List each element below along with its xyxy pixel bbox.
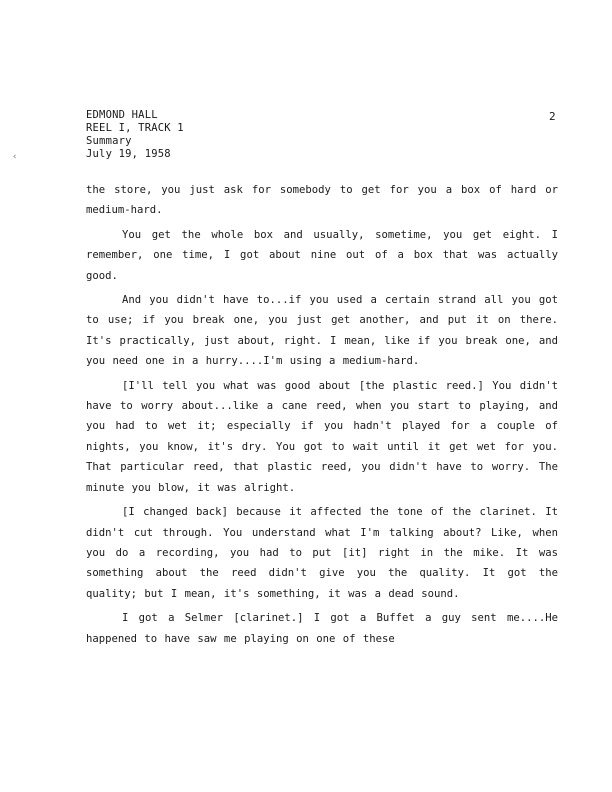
document-type: Summary [86,135,132,147]
interviewee-name: EDMOND HALL [86,109,158,121]
document-body [86,180,558,653]
paragraph: the store, you just ask for somebody to get for you a box of hard or medium-hard. [86,184,558,217]
paragraph: I got a Selmer [clarinet.] I got a Buffet a guy sent me....He happened to have saw me playing on one of these [86,612,558,645]
paragraph: You get the whole box and usually, sometime, you get eight. I remember, one time, I got about nine out of a box that was actually good. [86,228,558,282]
paragraph: [I changed back] because it affected the tone of the clarinet. It didn't cut through. You understand what I'm talking about? Like, when you do a recording, you had to put [it] right in the mike. It was something about the reed didn't give you the quality. It got the quality; but I mean, it's something, it was a dead sound. [86,506,558,600]
paragraph: [I'll tell you what was good about [the plastic reed.] You didn't have to worry about...like a cane reed, when you start to playing, and you had to wet it; especially if you hadn't played for a couple of nights, you know, it's dry. You got to wait until it get wet for you. That particular reed, that plastic reed, you didn't have to worry. The minute you blow, it was alright. [86,379,558,494]
document-header [86,109,184,161]
interview-date: July 19, 1958 [86,148,171,160]
reel-track: REEL I, TRACK 1 [86,122,184,134]
margin-mark-icon: ‹ [12,152,18,162]
page-number: 2 [549,110,556,123]
paragraph: And you didn't have to...if you used a certain strand all you got to use; if you break one, you just get another, and put it on there. It's practically, just about, right. I mean, like if you break one, and you need one in a hurry....I'm using a medium-hard. [86,294,558,368]
